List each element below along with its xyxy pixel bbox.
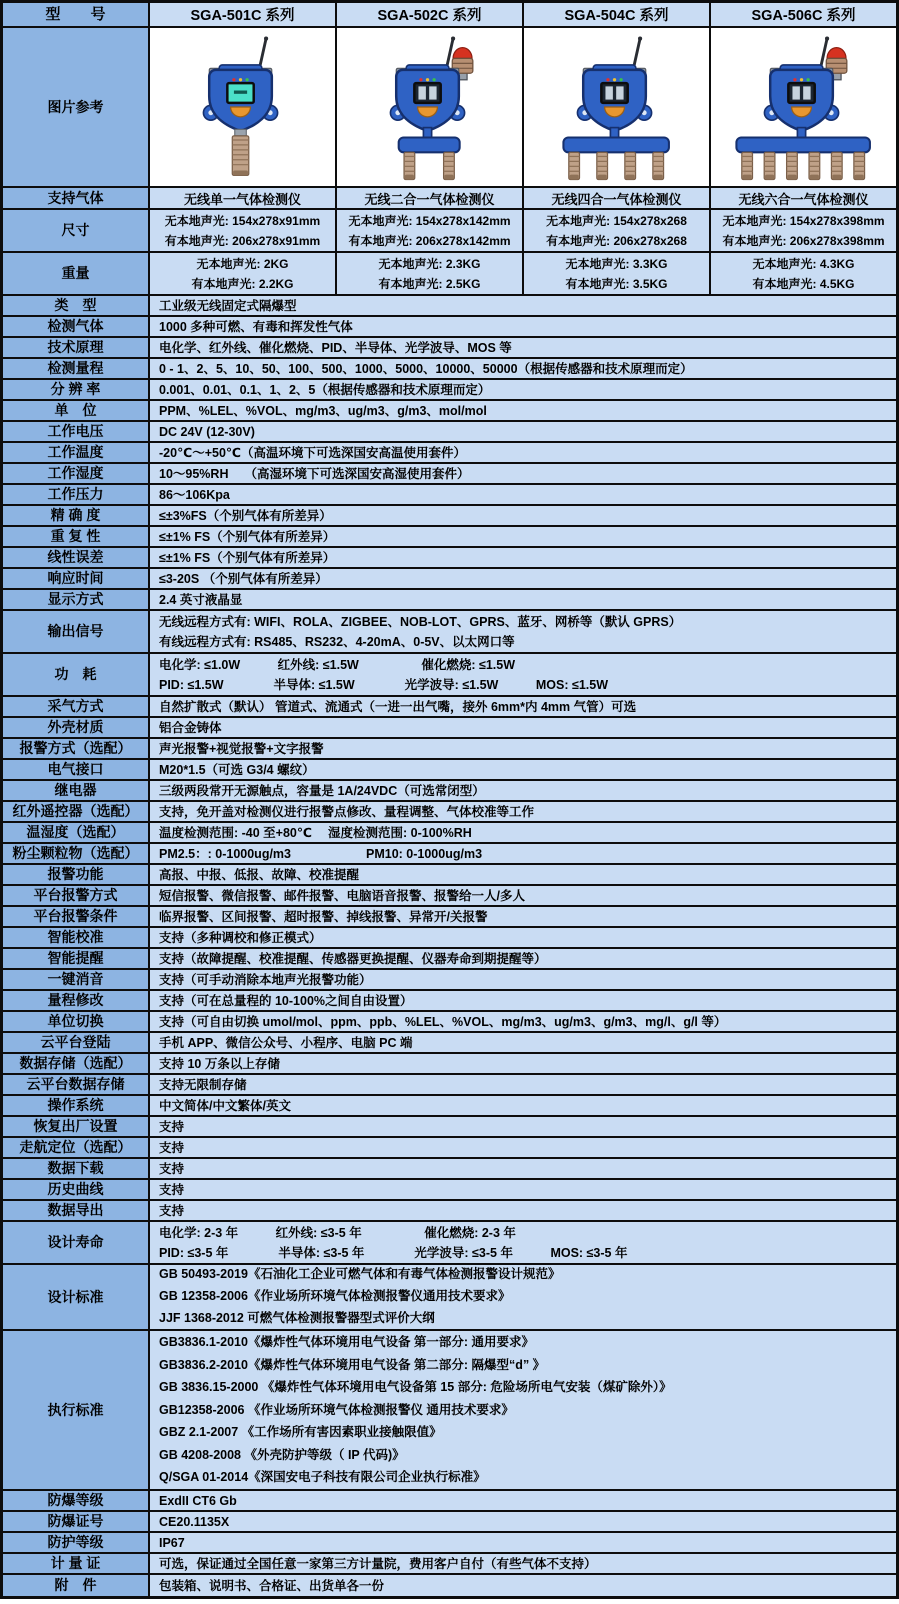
spec-row-os — [3, 1096, 896, 1117]
model-name: SGA-506C 系列 — [751, 8, 856, 24]
row-value-one-key-mute — [150, 970, 896, 989]
value-text: M20*1.5（可选 G3/4 螺纹） — [159, 762, 315, 777]
row-label-supported-gas: 支持气体 — [3, 188, 150, 208]
model-column-header — [337, 3, 524, 26]
row-value-os — [150, 1096, 896, 1115]
gas-support-cell — [524, 188, 711, 208]
spec-row-dimensions — [3, 210, 896, 253]
value-text: 临界报警、区间报警、超时报警、掉线报警、异常开/关报警 — [159, 909, 488, 924]
detector-image-sga-502c — [355, 32, 503, 182]
value-text: 10～95%RH （高湿环境下可选深国安高湿使用套件） — [159, 466, 470, 481]
spec-row-design-life — [3, 1222, 896, 1265]
spec-row-history-curve — [3, 1180, 896, 1201]
weight-line: 无本地声光: 2KG — [196, 256, 289, 271]
spec-row-data-export — [3, 1201, 896, 1222]
spec-row-unit — [3, 401, 896, 422]
spec-row-resolution — [3, 380, 896, 401]
weight-cell — [337, 253, 524, 294]
row-label-metering-cert: 计 量 证 — [3, 1554, 150, 1573]
value-line: PID: ≤3-5 年 半导体: ≤3-5 年 光学波导: ≤3-5 年 MOS: ≤3-5 年 — [159, 1245, 628, 1260]
row-label-relay: 继电器 — [3, 781, 150, 800]
row-label-cloud-login: 云平台登陆 — [3, 1033, 150, 1052]
row-label-execution-standard: 执行标准 — [3, 1331, 150, 1489]
row-value-data-download — [150, 1159, 896, 1178]
weight-cell — [524, 253, 711, 294]
spec-row-navigation — [3, 1138, 896, 1159]
spec-row-dust-particle — [3, 844, 896, 865]
value-text: 支持 — [159, 1182, 185, 1197]
row-value-technology — [150, 338, 896, 357]
row-label-range-modify: 量程修改 — [3, 991, 150, 1010]
row-value-navigation — [150, 1138, 896, 1157]
weight-line: 无本地声光: 4.3KG — [752, 256, 855, 271]
row-value-smart-reminder — [150, 949, 896, 968]
spec-row-cloud-login — [3, 1033, 896, 1054]
spec-row-work-humidity — [3, 464, 896, 485]
spec-row-output-signal — [3, 611, 896, 654]
value-text: 三级两段常开无源触点，容量是 1A/24VDC（可选常闭型） — [159, 783, 485, 798]
row-label-smart-reminder: 智能提醒 — [3, 949, 150, 968]
row-value-work-temperature — [150, 443, 896, 462]
row-label-design-standard: 设计标准 — [3, 1265, 150, 1329]
value-text: 支持 — [159, 1119, 185, 1134]
row-value-data-export — [150, 1201, 896, 1220]
detector-image-sga-501c — [168, 32, 316, 182]
row-value-linearity — [150, 548, 896, 567]
detector-image-cell — [711, 28, 896, 186]
row-label-housing: 外壳材质 — [3, 718, 150, 737]
row-label-output-signal: 输出信号 — [3, 611, 150, 652]
value-text: 支持（可手动消除本地声光报警功能） — [159, 972, 372, 987]
value-text: 支持无限制存储 — [159, 1077, 247, 1092]
spec-row-unit-switch — [3, 1012, 896, 1033]
value-text: 中文简体/中文繁体/英文 — [159, 1098, 291, 1113]
dimensions-line: 有本地声光: 206x278x398mm — [722, 233, 885, 248]
value-text: CE20.1135X — [159, 1514, 230, 1529]
value-line: GB12358-2006 《作业场所环境气体检测报警仪 通用技术要求》 — [159, 1402, 514, 1417]
dimensions-line: 无本地声光: 154x278x91mm — [164, 213, 321, 228]
spec-row-accuracy — [3, 506, 896, 527]
row-label-data-storage: 数据存储（选配） — [3, 1054, 150, 1073]
row-label-model: 型 号 — [3, 3, 150, 26]
row-value-factory-reset — [150, 1117, 896, 1136]
row-label-explosion-class: 防爆等级 — [3, 1491, 150, 1510]
value-line: GB3836.1-2010《爆炸性气体环境用电气设备 第一部分: 通用要求》 — [159, 1334, 535, 1349]
spec-row-sampling — [3, 697, 896, 718]
row-label-electrical-interface: 电气接口 — [3, 760, 150, 779]
spec-table-body — [3, 3, 896, 1596]
weight-line: 有本地声光: 4.5KG — [752, 276, 855, 291]
weight-line: 无本地声光: 2.3KG — [378, 256, 481, 271]
row-value-work-humidity — [150, 464, 896, 483]
value-text: 支持 10 万条以上存储 — [159, 1056, 280, 1071]
detector-image-cells — [150, 28, 896, 186]
spec-row-alarm-mode — [3, 739, 896, 760]
row-value-work-pressure — [150, 485, 896, 504]
row-label-resolution: 分 辨 率 — [3, 380, 150, 399]
value-line: GB 4208-2008 《外壳防护等级（ IP 代码)》 — [159, 1447, 405, 1462]
spec-row-platform-alarm-mode — [3, 886, 896, 907]
model-column-header — [150, 3, 337, 26]
row-label-weight: 重量 — [3, 253, 150, 294]
value-line: PID: ≤1.5W 半导体: ≤1.5W 光学波导: ≤1.5W MOS: ≤1.5W — [159, 677, 608, 692]
value-text: -20℃～+50℃（高温环境下可选深国安高温使用套件） — [159, 445, 467, 460]
weight-line: 有本地声光: 2.2KG — [191, 276, 294, 291]
spec-row-work-temperature — [3, 443, 896, 464]
value-text: 支持（可在总量程的 10-100%之间自由设置） — [159, 993, 413, 1008]
row-value-smart-calibration — [150, 928, 896, 947]
value-text: ≤±1% FS（个别气体有所差异） — [159, 529, 336, 544]
value-text: DC 24V (12-30V) — [159, 424, 255, 439]
value-line: 电化学: ≤1.0W 红外线: ≤1.5W 催化燃烧: ≤1.5W — [159, 657, 516, 672]
value-text: 可选，保证通过全国任意一家第三方计量院，费用客户自付（有些气体不支持） — [159, 1556, 597, 1571]
value-text: 自然扩散式（默认） 管道式、流通式（一进一出气嘴，接外 6mm*内 4mm 气管）可选 — [159, 699, 637, 714]
weight-line: 无本地声光: 3.3KG — [565, 256, 668, 271]
value-text: 1000 多种可燃、有毒和挥发性气体 — [159, 319, 353, 334]
model-column-header — [711, 3, 896, 26]
row-label-voltage: 工作电压 — [3, 422, 150, 441]
row-label-design-life: 设计寿命 — [3, 1222, 150, 1263]
value-line: Q/SGA 01-2014《深国安电子科技有限公司企业执行标准》 — [159, 1470, 486, 1485]
spec-row-type — [3, 296, 896, 317]
spec-row-weight — [3, 253, 896, 296]
gas-support-value: 无线四合一气体检测仪 — [551, 191, 682, 207]
row-label-work-humidity: 工作湿度 — [3, 464, 150, 483]
spec-row-image-reference — [3, 28, 896, 188]
dimensions-line: 有本地声光: 206x278x268 — [546, 233, 687, 248]
spec-row-housing — [3, 718, 896, 739]
spec-row-supported-gas — [3, 188, 896, 210]
spec-row-smart-reminder — [3, 949, 896, 970]
spec-row-protection-class — [3, 1533, 896, 1554]
value-text: ≤3-20S （个别气体有所差异） — [159, 571, 328, 586]
weight-line: 有本地声光: 3.5KG — [565, 276, 668, 291]
dimensions-cell — [711, 210, 896, 251]
row-value-output-signal — [150, 611, 896, 652]
row-value-data-storage — [150, 1054, 896, 1073]
gas-support-value: 无线六合一气体检测仪 — [738, 191, 869, 207]
row-value-repeatability — [150, 527, 896, 546]
detector-image-cell — [524, 28, 711, 186]
row-label-technology: 技术原理 — [3, 338, 150, 357]
spec-row-display — [3, 590, 896, 611]
row-value-range — [150, 359, 896, 378]
row-label-unit-switch: 单位切换 — [3, 1012, 150, 1031]
row-value-voltage — [150, 422, 896, 441]
value-line: GB3836.2-2010《爆炸性气体环境用电气设备 第二部分: 隔爆型“d” 》 — [159, 1357, 546, 1372]
row-value-relay — [150, 781, 896, 800]
spec-row-accessories — [3, 1575, 896, 1596]
row-value-range-modify — [150, 991, 896, 1010]
value-text: 支持（多种调校和修正模式） — [159, 930, 322, 945]
value-text: IP67 — [159, 1535, 185, 1550]
row-label-alarm-function: 报警功能 — [3, 865, 150, 884]
row-label-os: 操作系统 — [3, 1096, 150, 1115]
weight-cell — [711, 253, 896, 294]
value-line: 无线远程方式有: WIFI、ROLA、ZIGBEE、NOB-LOT、GPRS、蓝牙、网桥等（默认 GPRS） — [159, 614, 682, 629]
row-value-design-life — [150, 1222, 896, 1263]
spec-row-alarm-function — [3, 865, 896, 886]
row-label-accessories: 附 件 — [3, 1575, 150, 1596]
value-text: 温度检测范围: -40 至+80℃ 湿度检测范围: 0-100%RH — [159, 825, 472, 840]
spec-row-metering-cert — [3, 1554, 896, 1575]
dimensions-line: 无本地声光: 154x278x398mm — [722, 213, 885, 228]
row-label-display: 显示方式 — [3, 590, 150, 609]
dimensions-cell — [524, 210, 711, 251]
weight-cell — [150, 253, 337, 294]
spec-row-explosion-cert — [3, 1512, 896, 1533]
row-value-cloud-login — [150, 1033, 896, 1052]
dimensions-line: 有本地声光: 206x278x91mm — [164, 233, 321, 248]
spec-row-relay — [3, 781, 896, 802]
dimensions-cell — [337, 210, 524, 251]
spec-row-work-pressure — [3, 485, 896, 506]
row-value-detected-gas — [150, 317, 896, 336]
spec-row-power-consumption — [3, 654, 896, 697]
row-label-temp-humidity: 温湿度（选配） — [3, 823, 150, 842]
spec-row-factory-reset — [3, 1117, 896, 1138]
row-label-platform-alarm-mode: 平台报警方式 — [3, 886, 150, 905]
row-label-alarm-mode: 报警方式（选配） — [3, 739, 150, 758]
row-value-resolution — [150, 380, 896, 399]
row-label-sampling: 采气方式 — [3, 697, 150, 716]
value-text: 高报、中报、低报、故障、校准提醒 — [159, 867, 360, 882]
row-label-one-key-mute: 一键消音 — [3, 970, 150, 989]
row-value-history-curve — [150, 1180, 896, 1199]
spec-row-detected-gas — [3, 317, 896, 338]
row-value-accuracy — [150, 506, 896, 525]
value-text: 手机 APP、微信公众号、小程序、电脑 PC 端 — [159, 1035, 413, 1050]
row-label-type: 类 型 — [3, 296, 150, 315]
spec-row-one-key-mute — [3, 970, 896, 991]
gas-support-cell — [711, 188, 896, 208]
weight-line: 有本地声光: 2.5KG — [378, 276, 481, 291]
detector-image-cell — [150, 28, 337, 186]
row-label-accuracy: 精 确 度 — [3, 506, 150, 525]
row-value-explosion-class — [150, 1491, 896, 1510]
value-line: GBZ 2.1-2007 《工作场所有害因素职业接触限值》 — [159, 1425, 442, 1440]
value-text: PM2.5：: 0-1000ug/m3 PM10: 0-1000ug/m3 — [159, 846, 483, 861]
value-text: 短信报警、微信报警、邮件报警、电脑语音报警、报警给一人/多人 — [159, 888, 525, 903]
row-label-cloud-storage: 云平台数据存储 — [3, 1075, 150, 1094]
row-label-protection-class: 防护等级 — [3, 1533, 150, 1552]
row-value-alarm-mode — [150, 739, 896, 758]
value-text: ≤±1% FS（个别气体有所差异） — [159, 550, 336, 565]
spec-row-linearity — [3, 548, 896, 569]
row-label-dimensions: 尺寸 — [3, 210, 150, 251]
value-line: 电化学: 2-3 年 红外线: ≤3-5 年 催化燃烧: 2-3 年 — [159, 1225, 516, 1240]
row-label-factory-reset: 恢复出厂设置 — [3, 1117, 150, 1136]
value-line: 有线远程方式有: RS485、RS232、4-20mA、0-5V、以太网口等 — [159, 634, 515, 649]
row-value-type — [150, 296, 896, 315]
detector-image-sga-506c — [729, 32, 877, 182]
value-line: GB 12358-2006《作业场所环境气体检测报警仪通用技术要求》 — [159, 1289, 511, 1304]
gas-support-value: 无线二合一气体检测仪 — [364, 191, 495, 207]
detector-image-sga-504c — [542, 32, 690, 182]
value-line: JJF 1368-2012 可燃气体检测报警器型式评价大纲 — [159, 1310, 435, 1325]
row-label-image-reference: 图片参考 — [3, 28, 150, 186]
spec-row-ir-remote — [3, 802, 896, 823]
detector-image-cell — [337, 28, 524, 186]
row-label-response-time: 响应时间 — [3, 569, 150, 588]
spec-row-response-time — [3, 569, 896, 590]
row-value-temp-humidity — [150, 823, 896, 842]
gas-support-cell — [337, 188, 524, 208]
row-label-work-temperature: 工作温度 — [3, 443, 150, 462]
dimensions-line: 有本地声光: 206x278x142mm — [348, 233, 511, 248]
row-label-platform-alarm-condition: 平台报警条件 — [3, 907, 150, 926]
row-label-power-consumption: 功 耗 — [3, 654, 150, 695]
value-text: ExdII CT6 Gb — [159, 1493, 237, 1508]
model-name: SGA-502C 系列 — [377, 8, 482, 24]
row-value-dust-particle — [150, 844, 896, 863]
value-text: 支持（可自由切换 umol/mol、ppm、ppb、%LEL、%VOL、mg/m3、ug/m3、g/m3、mg/l、g/l 等） — [159, 1014, 727, 1029]
model-header-cells — [150, 3, 896, 26]
row-label-smart-calibration: 智能校准 — [3, 928, 150, 947]
row-label-ir-remote: 红外遥控器（选配） — [3, 802, 150, 821]
value-line: GB 50493-2019《石油化工企业可燃气体和有毒气体检测报警设计规范》 — [159, 1267, 561, 1282]
value-text: 支持 — [159, 1140, 185, 1155]
spec-row-range — [3, 359, 896, 380]
spec-row-platform-alarm-condition — [3, 907, 896, 928]
value-text: 2.4 英寸液晶显 — [159, 592, 243, 607]
row-value-ir-remote — [150, 802, 896, 821]
row-value-housing — [150, 718, 896, 737]
spec-row-explosion-class — [3, 1491, 896, 1512]
spec-row-data-download — [3, 1159, 896, 1180]
row-label-linearity: 线性误差 — [3, 548, 150, 567]
dimensions-line: 无本地声光: 154x278x142mm — [348, 213, 511, 228]
spec-row-range-modify — [3, 991, 896, 1012]
row-value-explosion-cert — [150, 1512, 896, 1531]
spec-row-smart-calibration — [3, 928, 896, 949]
spec-row-cloud-storage — [3, 1075, 896, 1096]
value-text: 支持 — [159, 1161, 185, 1176]
value-text: 电化学、红外线、催化燃烧、PID、半导体、光学波导、MOS 等 — [159, 340, 512, 355]
value-text: 支持，免开盖对检测仪进行报警点修改、量程调整、气体校准等工作 — [159, 804, 535, 819]
value-text: 0 - 1、2、5、10、50、100、500、1000、5000、10000、50000（根据传感器和技术原理而定） — [159, 361, 693, 376]
dimensions-cell — [150, 210, 337, 251]
row-value-unit — [150, 401, 896, 420]
model-name: SGA-504C 系列 — [564, 8, 669, 24]
row-value-power-consumption — [150, 654, 896, 695]
row-label-data-download: 数据下载 — [3, 1159, 150, 1178]
spec-row-model — [3, 3, 896, 28]
row-value-display — [150, 590, 896, 609]
row-label-detected-gas: 检测气体 — [3, 317, 150, 336]
spec-row-execution-standard — [3, 1331, 896, 1491]
row-label-range: 检测量程 — [3, 359, 150, 378]
spec-row-data-storage — [3, 1054, 896, 1075]
gas-support-value: 无线单一气体检测仪 — [183, 191, 301, 207]
row-label-history-curve: 历史曲线 — [3, 1180, 150, 1199]
row-value-metering-cert — [150, 1554, 896, 1573]
value-line: GB 3836.15-2000 《爆炸性气体环境用电气设备第 15 部分: 危险场所电气安装（煤矿除外）》 — [159, 1380, 672, 1395]
row-value-design-standard — [150, 1265, 896, 1329]
row-label-explosion-cert: 防爆证号 — [3, 1512, 150, 1531]
row-value-unit-switch — [150, 1012, 896, 1031]
row-value-protection-class — [150, 1533, 896, 1552]
gas-support-cell — [150, 188, 337, 208]
row-label-dust-particle: 粉尘颗粒物（选配） — [3, 844, 150, 863]
row-value-accessories — [150, 1575, 896, 1596]
row-label-navigation: 走航定位（选配） — [3, 1138, 150, 1157]
row-label-unit: 单 位 — [3, 401, 150, 420]
spec-row-design-standard — [3, 1265, 896, 1331]
row-label-work-pressure: 工作压力 — [3, 485, 150, 504]
spec-row-repeatability — [3, 527, 896, 548]
dimensions-line: 无本地声光: 154x278x268 — [546, 213, 687, 228]
row-label-repeatability: 重 复 性 — [3, 527, 150, 546]
row-value-sampling — [150, 697, 896, 716]
spec-row-technology — [3, 338, 896, 359]
row-label-data-export: 数据导出 — [3, 1201, 150, 1220]
value-text: ≤±3%FS（个别气体有所差异） — [159, 508, 332, 523]
value-text: 包装箱、说明书、合格证、出货单各一份 — [159, 1578, 385, 1593]
value-text: 0.001、0.01、0.1、1、2、5（根据传感器和技术原理而定） — [159, 382, 491, 397]
value-text: 86～106Kpa — [159, 487, 230, 502]
row-value-execution-standard — [150, 1331, 896, 1489]
model-column-header — [524, 3, 711, 26]
value-text: 支持（故障提醒、校准提醒、传感器更换提醒、仪器寿命到期提醒等） — [159, 951, 547, 966]
row-value-platform-alarm-condition — [150, 907, 896, 926]
row-value-platform-alarm-mode — [150, 886, 896, 905]
row-value-cloud-storage — [150, 1075, 896, 1094]
row-value-alarm-function — [150, 865, 896, 884]
row-value-response-time — [150, 569, 896, 588]
value-text: 声光报警+视觉报警+文字报警 — [159, 741, 324, 756]
value-text: 支持 — [159, 1203, 185, 1218]
model-name: SGA-501C 系列 — [190, 8, 295, 24]
spec-row-voltage — [3, 422, 896, 443]
row-value-electrical-interface — [150, 760, 896, 779]
value-text: 工业级无线固定式隔爆型 — [159, 298, 297, 313]
value-text: PPM、%LEL、%VOL、mg/m3、ug/m3、g/m3、mol/mol — [159, 403, 487, 418]
spec-row-electrical-interface — [3, 760, 896, 781]
value-text: 铝合金铸体 — [159, 720, 222, 735]
spec-row-temp-humidity — [3, 823, 896, 844]
